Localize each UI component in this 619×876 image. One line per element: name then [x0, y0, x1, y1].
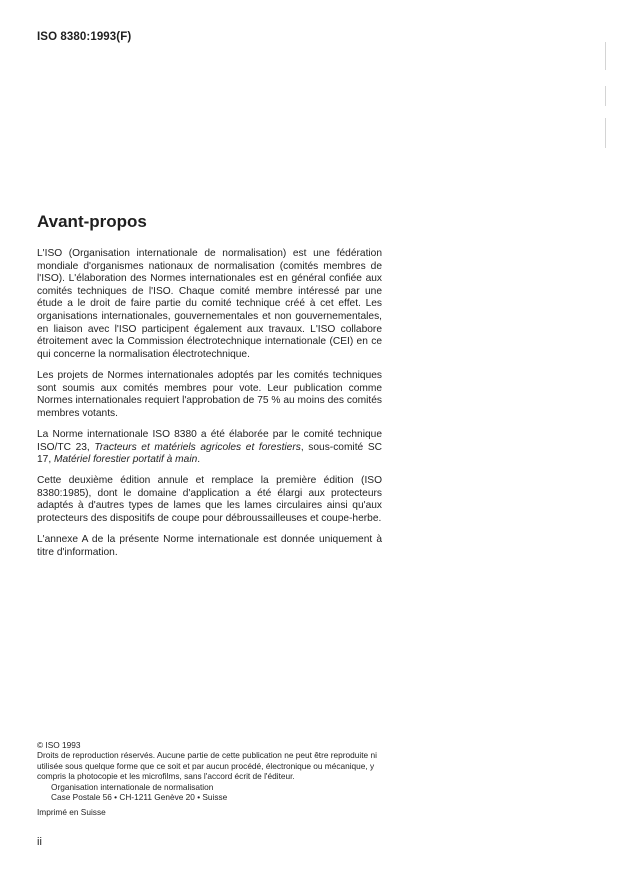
- publisher-org: Organisation internationale de normalisation: [51, 781, 214, 792]
- paragraph-annex: L'annexe A de la présente Norme internationale est donnée uniquement à titre d'information.: [37, 534, 382, 558]
- foreword-body: [37, 248, 382, 568]
- scan-edge-mark: [605, 42, 606, 70]
- paragraph-iso-intro: L'ISO (Organisation internationale de normalisation) est une fédération mondiale d'organismes nationaux de normalisation (comités membres de l'ISO). L'élaboration des Normes internationales est en général confiée aux comités techniques de l'ISO. Chaque comité membre intéressé par une étude a le droit de faire partie du comité technique créé à cet effet. Les organisations internationales, gouvernementales et non gouvernementales, en liaison avec l'ISO participent également aux travaux. L'ISO collabore étroitement avec la Commission électrotechnique internationale (CEI) en ce qui concerne la normalisation électrotechnique.: [37, 248, 382, 360]
- copyright-block: [37, 740, 382, 818]
- scan-edge-mark: [605, 86, 606, 106]
- sc-name: Matériel forestier portatif à main: [54, 454, 198, 466]
- publisher-postal: Case Postale 56 • CH-1211 Genève 20 • Suisse: [51, 792, 228, 803]
- printed-in: Imprimé en Suisse: [37, 807, 106, 818]
- copyright-notice: Droits de reproduction réservés. Aucune partie de cette publication ne peut être reproduite ni utilisée sous quelque forme que ce soit et par aucun procédé, électronique ou mécanique, y compris la photocopie et les microfilms, sans l'accord écrit de l'éditeur.: [37, 750, 377, 782]
- copyright-line: © ISO 1993: [37, 740, 81, 750]
- scan-edge-mark: [605, 118, 606, 148]
- tc-suffix: .: [197, 454, 201, 466]
- tc-name: Tracteurs et matériels agricoles et forestiers: [94, 441, 301, 453]
- page-number: ii: [37, 836, 42, 848]
- paragraph-edition: Cette deuxième édition annule et remplace la première édition (ISO 8380:1985), dont le domaine d'application a été élargi aux protecteurs adaptés à d'autres types de lames que les lames circulaires ainsi qu'aux protecteurs des dispositifs de coupe pour débroussailleuses et coupe-herbe.: [37, 475, 382, 525]
- tc-middle: , sous-comité SC 17,: [37, 441, 382, 466]
- section-title: Avant-propos: [37, 212, 147, 231]
- paragraph-draft-standards: Les projets de Normes internationales adoptés par les comités techniques sont soumis aux comités membres pour vote. Leur publication comme Normes internationales requiert l'approbation de 75 % au moins des comités membres votants.: [37, 369, 382, 419]
- publisher-address: [37, 782, 382, 803]
- document-header: ISO 8380:1993(F): [37, 31, 132, 43]
- tc-prefix: La Norme internationale ISO 8380 a été élaborée par le comité technique ISO/TC 23,: [37, 428, 382, 453]
- paragraph-technical-committee: [37, 429, 382, 467]
